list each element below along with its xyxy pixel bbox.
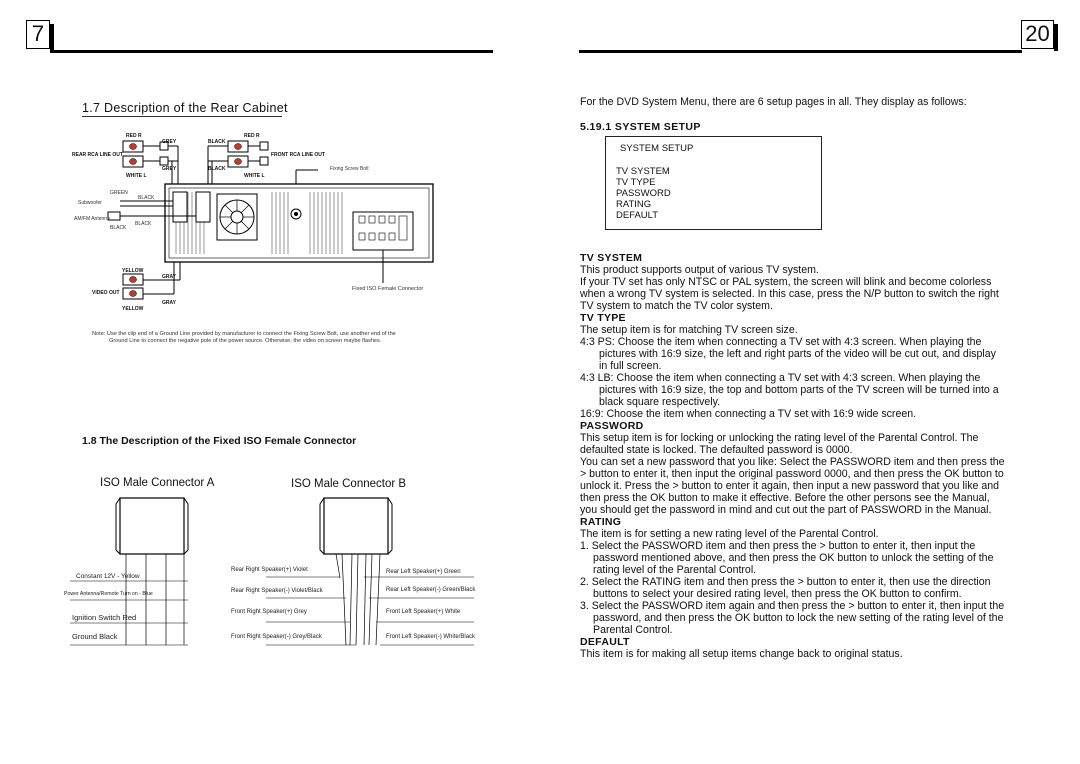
label-iso-connector: Fixed ISO Female Connector <box>352 286 424 292</box>
label-gray-bottom: GRAY <box>162 300 176 306</box>
a-pin-1: Constant 12V - Yellow <box>76 573 140 580</box>
label-black-mid: BLACK <box>208 166 226 172</box>
label-black-ant2: BLACK <box>110 225 127 231</box>
b-right-4: Front Left Speaker(-) White/Black <box>386 634 476 640</box>
section-title-rear-cabinet: 1.7 Description of the Rear Cabinet <box>82 101 288 115</box>
label-grey-top: GREY <box>162 139 177 145</box>
label-red-r-left: RED R <box>126 133 142 139</box>
tv-type-heading: TV TYPE <box>580 312 626 324</box>
rating-p1: The item is for setting a new rating level of the Parental Control. <box>580 528 879 540</box>
b-right-1: Rear Left Speaker(+) Green <box>386 569 461 575</box>
password-heading: PASSWORD <box>580 420 644 432</box>
label-am-fm: AM/FM Antenna <box>74 216 110 222</box>
label-rear-rca: REAR RCA LINE OUT <box>72 152 123 158</box>
menu-item-rating: RATING <box>616 199 652 210</box>
menu-item-tv-type: TV TYPE <box>616 177 656 188</box>
default-heading: DEFAULT <box>580 636 630 648</box>
b-right-2: Rear Left Speaker(-) Green/Black <box>386 587 476 593</box>
settings-descriptions <box>580 252 1006 660</box>
tv-system-p2: If your TV set has only NTSC or PAL system, the screen will blink and become colorless when a wrong TV system is selected. In this case, press the N/P button to switch the right TV system to match the TV color system. <box>580 276 999 312</box>
b-right-3: Front Left Speaker(+) White <box>386 609 461 615</box>
password-p1: This setup item is for locking or unlocking the rating level of the Parental Control. The defaulted state is locked. The defaulted password is 0000. <box>580 432 979 456</box>
rating-step-1: 1. Select the PASSWORD item and then press the > button to enter it, then input the password mentioned above, and then press the OK button to unlock the setting of the rating level of the Parental Control. <box>580 540 994 576</box>
label-green: GREEN <box>110 190 128 196</box>
note-line-1: Note: Use the clip end of a Ground Line provided by manufacturer to connect the Fixing Screw Bolt, use another end of the <box>92 331 396 337</box>
label-subwoofer: Subwoofer <box>78 200 102 206</box>
title-underline <box>82 116 282 117</box>
section-title-iso: 1.8 The Description of the Fixed ISO Female Connector <box>82 435 357 447</box>
page-number-right: 20 <box>1021 20 1054 49</box>
label-black-sub: BLACK <box>138 195 155 201</box>
rating-heading: RATING <box>580 516 622 528</box>
menu-item-password: PASSWORD <box>616 188 671 199</box>
label-black-top: BLACK <box>208 139 226 145</box>
label-gray-top: GRAY <box>162 274 176 280</box>
connector-b-title: ISO Male Connector B <box>291 478 407 490</box>
default-p1: This item is for making all setup items change back to original status. <box>580 648 903 660</box>
menu-item-tv-system: TV SYSTEM <box>616 166 670 177</box>
label-front-rca: FRONT RCA LINE OUT <box>271 152 325 158</box>
intro-text: For the DVD System Menu, there are 6 setup pages in all. They display as follows: <box>580 96 967 108</box>
tv-type-p1: The setup item is for matching TV screen size. <box>580 324 798 336</box>
tv-system-p1: This product supports output of various TV system. <box>580 264 819 276</box>
header-rule-right <box>579 50 1022 53</box>
system-setup-menu <box>605 136 822 230</box>
a-pin-3: Ignition Switch Red <box>72 613 137 622</box>
tv-type-p4: 16:9: Choose the item when connecting a TV set with 16:9 wide screen. <box>580 408 917 420</box>
connector-a-title: ISO Male Connector A <box>100 477 215 489</box>
section-heading: 5.19.1 SYSTEM SETUP <box>580 121 701 133</box>
label-white-l-right: WHITE L <box>244 173 265 179</box>
label-video-out: VIDEO OUT <box>92 290 120 296</box>
b-left-2: Rear Right Speaker(-) Violet/Black <box>231 588 323 594</box>
label-yellow-top: YELLOW <box>122 268 144 274</box>
label-white-l-left: WHITE L <box>126 173 147 179</box>
tv-type-p3: 4:3 LB: Choose the item when connecting a TV set with 4:3 screen. When playing the pictures with 16:9 size, the top and bottom parts of the TV screen will be turned into a black square respectively. <box>580 372 999 408</box>
b-left-3: Front Right Speaker(+) Grey <box>231 609 307 615</box>
label-black-ant: BLACK <box>135 221 152 227</box>
a-pin-4: Ground Black <box>72 632 118 641</box>
password-p2: You can set a new password that you like: Select the PASSWORD item and then press the > button to enter it, then input the original password 0000, and then press the OK button to unlock it. Press the > button to enter it again, then input a new password that you like and then press the OK button to make it effective. Before the other persons see the Manual, you should get the password in mind and cut out the part of PASSWORD in the Manual. <box>580 456 1005 516</box>
header-rule <box>50 50 493 53</box>
label-red-r-right: RED R <box>244 133 260 139</box>
rating-step-2: 2. Select the RATING item and then press the > button to enter it, then use the direction buttons to select your desired rating level, then press the OK button to confirm. <box>580 576 991 600</box>
tv-system-heading: TV SYSTEM <box>580 252 643 264</box>
note-line-2: Ground Line to connect the negative pole of the power source. Otherwise, the video on screen maybe flashes. <box>109 338 382 344</box>
label-yellow-bottom: YELLOW <box>122 306 144 312</box>
label-fixing-bolt: Fixing Screw Bolt <box>330 166 369 172</box>
tv-type-p2: 4:3 PS: Choose the item when connecting a TV set with 4:3 screen. When playing the pictures with 16:9 size, the left and right parts of the video will be cut out, and display in full screen. <box>580 336 996 372</box>
b-left-1: Rear Right Speaker(+) Violet <box>231 567 308 573</box>
label-grey-mid: GREY <box>162 166 177 172</box>
menu-title: SYSTEM SETUP <box>620 143 694 154</box>
a-pin-2: Power Antenna/Remote Turn on - Blue <box>64 591 153 597</box>
b-left-4: Front Right Speaker(-) Grey/Black <box>231 634 322 640</box>
rating-step-3: 3. Select the PASSWORD item again and then press the > button to enter it, then input the password, and then press the OK button to lock the new setting of the rating level of the Parental Control. <box>580 600 1005 636</box>
menu-item-default: DEFAULT <box>616 210 659 221</box>
page-number: 7 <box>26 20 50 49</box>
